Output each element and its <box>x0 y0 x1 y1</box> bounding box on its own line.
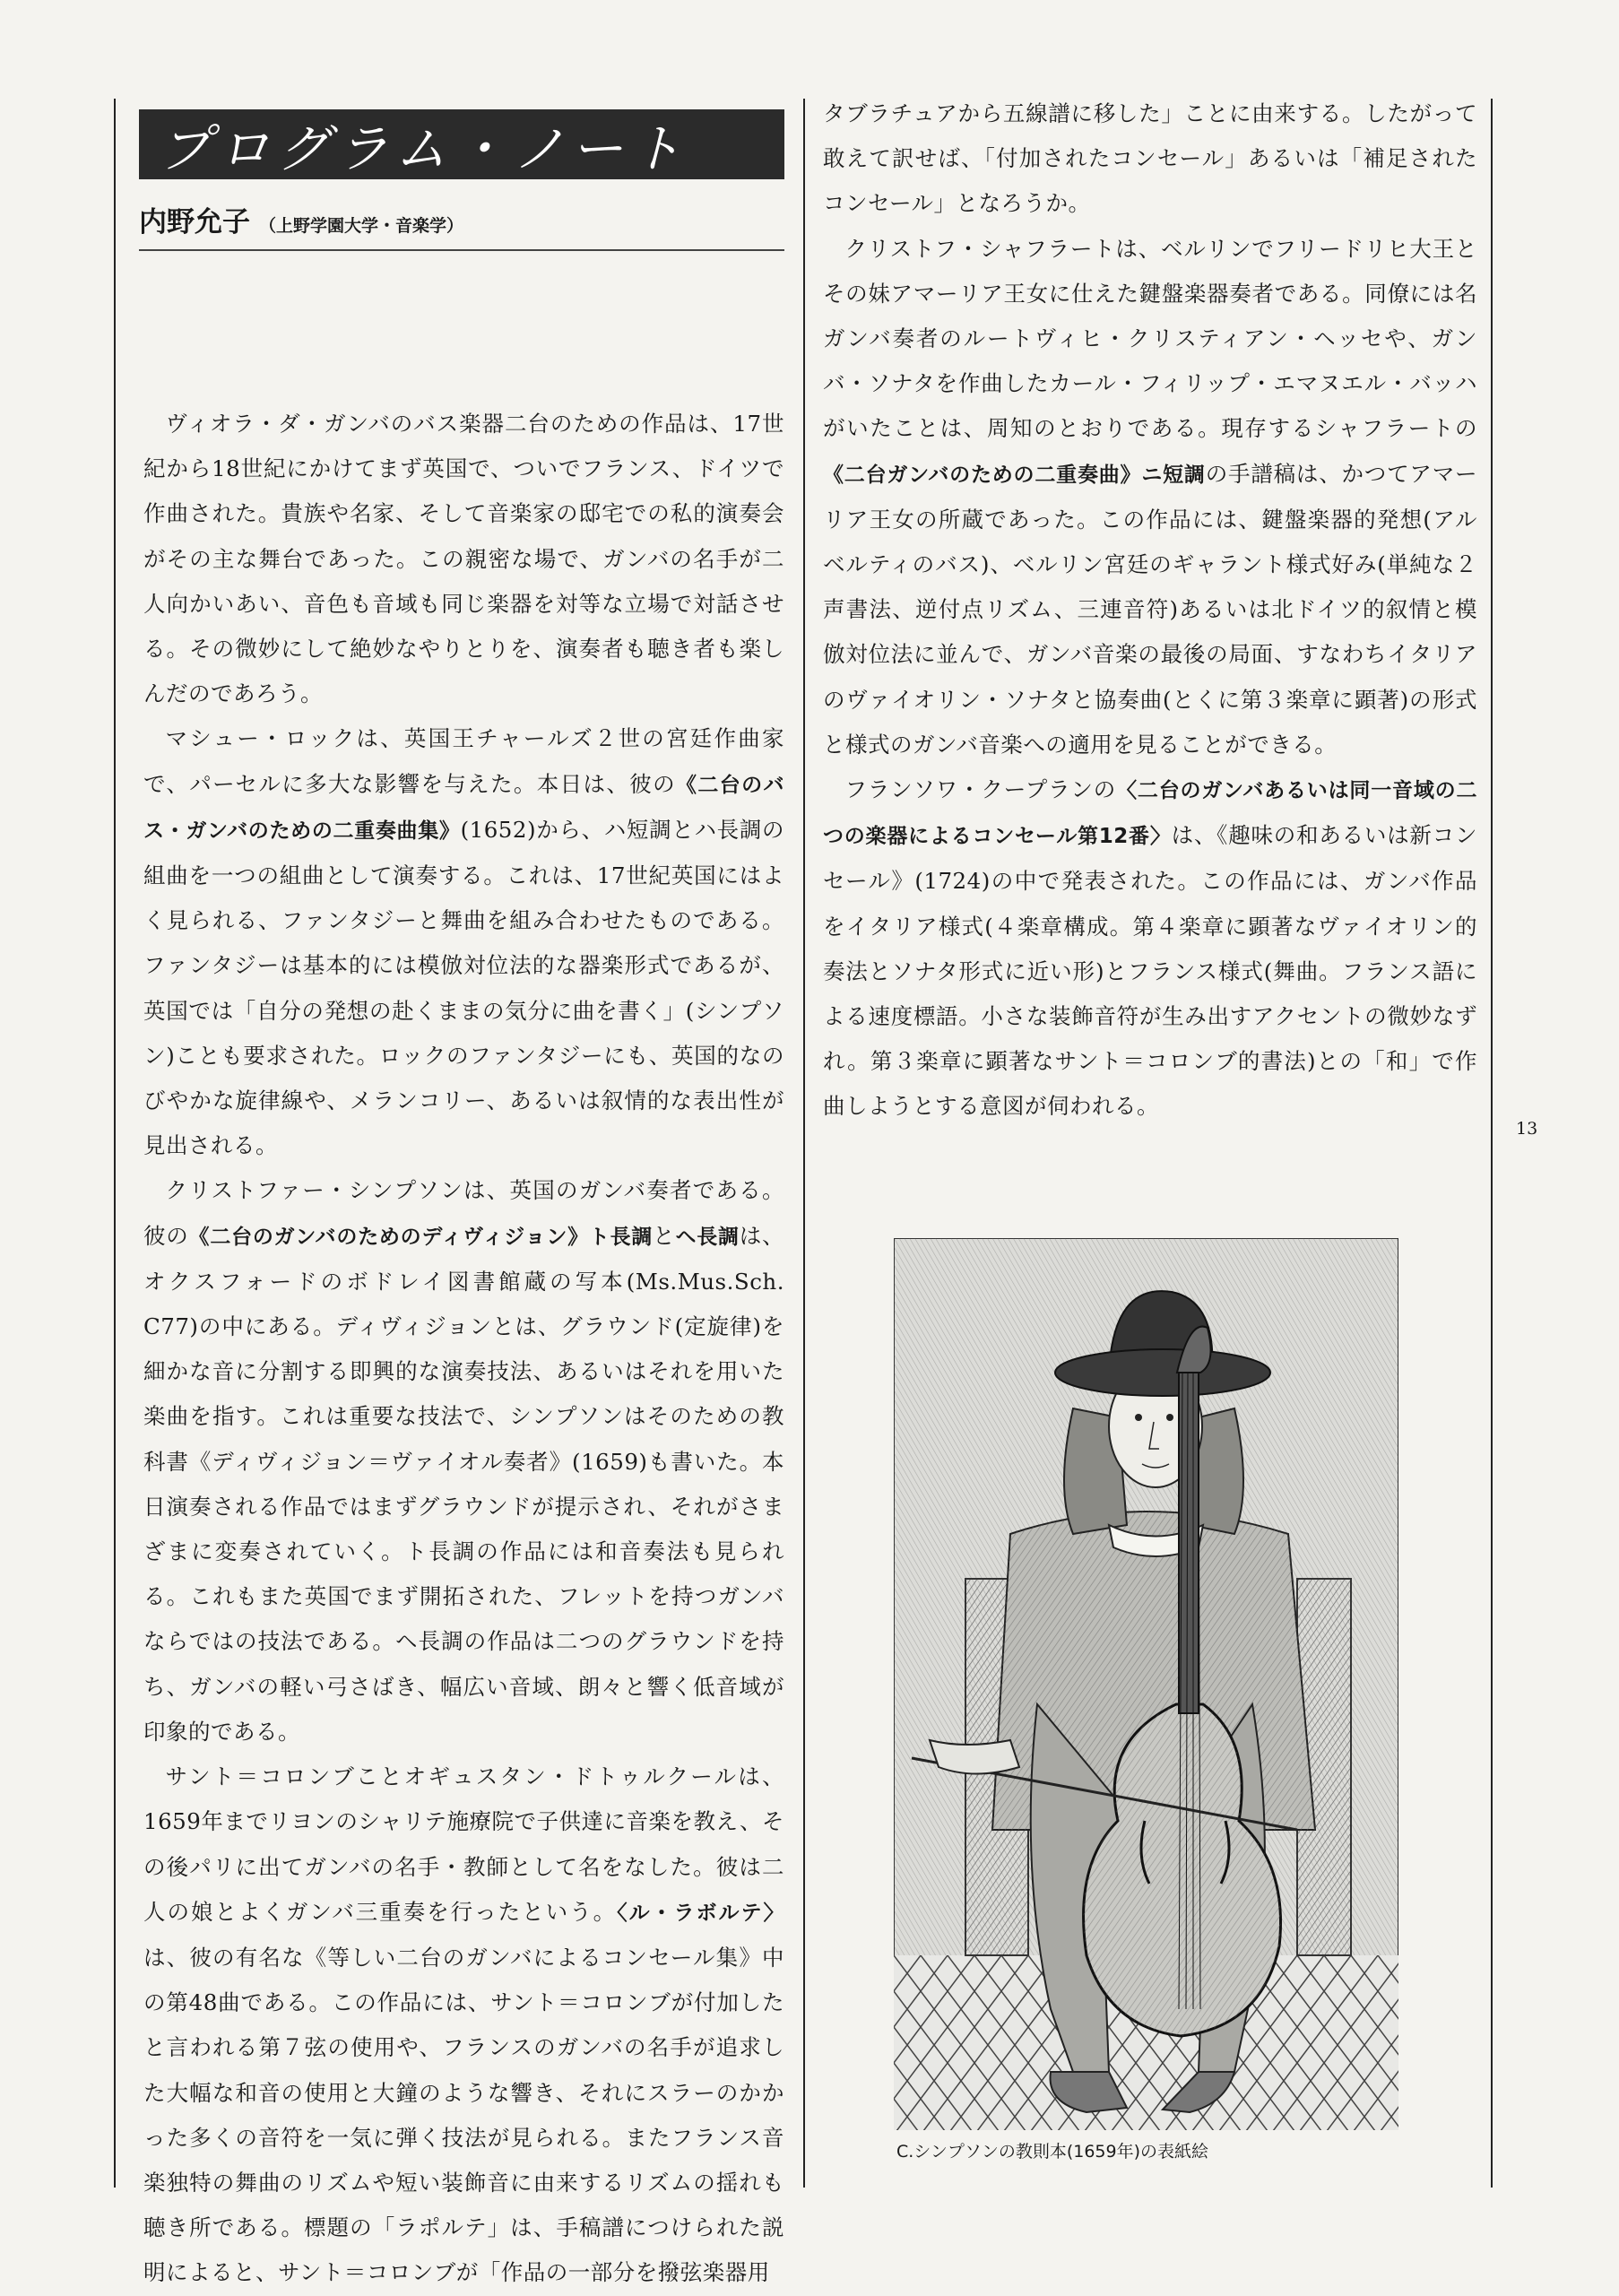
author-affiliation: （上野学園大学・音楽学） <box>259 216 464 236</box>
work-title-simpson: 《二台のガンバのためのディヴィジョン》ト長調 <box>188 1225 654 1249</box>
work-title-sainte-colombe: 〈ル・ラボルテ〉 <box>617 1901 785 1925</box>
paragraph-intro: ヴィオラ・ダ・ガンバのバス楽器二台のための作品は、17世紀から18世紀にかけてまず英国で、ついでフランス、ドイツで作曲された。貴族や名家、そして音楽家の邸宅での私的演奏会がその主な舞台であった。この親密な場で、ガンバの名手が二人向かいあい、音色も音域も同じ楽器を対等な立場で対話させる。その微妙にして絶妙なやりとりを、演奏者も聴き者も楽しんだのであろう。 <box>143 411 784 707</box>
work-title-couperin: 〈二台のガンバあるいは同一音域の二つの楽器によるコンセール第12番〉 <box>823 779 1477 849</box>
work-title-schaffrath: 《二台ガンバのための二重奏曲》ニ短調 <box>823 463 1206 487</box>
right-column <box>823 91 1477 1130</box>
header-rule <box>139 249 784 251</box>
figure-caption: C.シンプソンの教則本(1659年)の表紙絵 <box>896 2142 1209 2162</box>
paragraph-simpson: クリストファー・シンプソンは、英国のガンバ奏者である。彼の《二台のガンバのためのディヴィジョン》ト長調とヘ長調は、オクスフォードのボドレイ図書館蔵の写本(Ms.Mus.Sch. C77)の中にある。ディヴィジョンとは、グラウンド(定旋律)を細かな音に分割する即興的な演奏技法、あるいはそれを用いた楽曲を指す。これは重要な技法で、シンプソンはそのための教科書《ディヴィジョン＝ヴァイオル奏者》(1659)も書いた。本日演奏される作品ではまずグラウンドが提示され、それがさまざまに変奏されていく。ト長調の作品には和音奏法も見られる。これもまた英国でまず開拓された、フレットを持つガンバならではの技法である。ヘ長調の作品は二つのグラウンドを持ち、ガンバの軽い弓さばき、幅広い音域、朗々と響く低音域が印象的である。 <box>143 1177 785 1745</box>
page-title: プログラム・ノート <box>139 109 784 179</box>
viol-player-engraving <box>894 1238 1398 2130</box>
paragraph-continued: タブラチュアから五線譜に移した」ことに由来する。したがって敢えて訳せば、「付加されたコンセール」あるいは「補足されたコンセール」となろうか。 <box>823 100 1477 217</box>
author-line <box>139 199 463 239</box>
left-column <box>143 402 784 2296</box>
paragraph-couperin: フランソワ・クープランの〈二台のガンバあるいは同一音域の二つの楽器によるコンセール第12番〉は、《趣味の和あるいは新コンセール》(1724)の中で発表された。この作品には、ガンバ作品をイタリア様式(４楽章構成。第４楽章に顕著なヴァイオリン的奏法とソナタ形式に近い形)とフランス様式(舞曲。フランス語による速度標語。小さな装飾音符が生み出すアクセントの微妙なずれ。第３楽章に顕著なサント＝コロンブ的書法)との「和」で作曲しようとする意図が伺われる。 <box>823 776 1477 1120</box>
work-title-locke: 《二台のバス・ガンバのための二重奏曲集》 <box>143 773 784 843</box>
left-margin-rule <box>114 99 116 2188</box>
right-margin-rule <box>1491 99 1493 2188</box>
column-divider-rule <box>803 99 805 2188</box>
paragraph-locke: マシュー・ロックは、英国王チャールズ２世の宮廷作曲家で、パーセルに多大な影響を与えた。本日は、彼の《二台のバス・ガンバのための二重奏曲集》(1652)から、ハ短調とハ長調の組曲を一つの組曲として演奏する。これは、17世紀英国にはよく見られる、ファンタジーと舞曲を組み合わせたものである。ファンタジーは基本的には模倣対位法的な器楽形式であるが、英国では「自分の発想の赴くままの気分に曲を書く」(シンプソン)ことも要求された。ロックのファンタジーにも、英国的なのびやかな旋律線や、メランコリー、あるいは叙情的な表出性が見出される。 <box>143 725 785 1159</box>
paragraph-schaffrath: クリストフ・シャフラートは、ベルリンでフリードリヒ大王とその妹アマーリア王女に仕えた鍵盤楽器奏者である。同僚には名ガンバ奏者のルートヴィヒ・クリスティアン・ヘッセや、ガンバ・ソナタを作曲したカール・フィリップ・エマヌエル・バッハがいたことは、周知のとおりである。現存するシャフラートの《二台ガンバのための二重奏曲》ニ短調の手譜稿は、かつてアマーリア王女の所蔵であった。この作品には、鍵盤楽器的発想(アルベルティのバス)、ベルリン宮廷のギャラント様式好み(単純な２声書法、逆付点リズム、三連音符)あるいは北ドイツ的叙情と模倣対位法に並んで、ガンバ音楽の最後の局面、すなわちイタリアのヴァイオリン・ソナタと協奏曲(とくに第３楽章に顕著)の形式と様式のガンバ音楽への適用を見ることができる。 <box>823 235 1477 758</box>
page-number: 13 <box>1516 1119 1538 1139</box>
author-name: 内野允子 <box>139 206 250 238</box>
paragraph-sainte-colombe: サント＝コロンブことオギュスタン・ドトゥルクールは、1659年までリヨンのシャリテ施療院で子供達に音楽を教え、その後パリに出てガンバの名手・教師として名をなした。彼は二人の娘とよくガンバ三重奏を行ったという。〈ル・ラボルテ〉は、彼の有名な《等しい二台のガンバによるコンセール集》中の第48曲である。この作品には、サント＝コロンブが付加したと言われる第７弦の使用や、フランスのガンバの名手が追求した大幅な和音の使用と大鐘のような響き、それにスラーのかかった多くの音符を一気に弾く技法が見られる。またフランス音楽独特の舞曲のリズムや短い装飾音に由来するリズムの揺れも聴き所である。標題の「ラポルテ」は、手稿譜につけられた説明によると、サント＝コロンブが「作品の一部分を撥弦楽器用 <box>143 1763 785 2286</box>
